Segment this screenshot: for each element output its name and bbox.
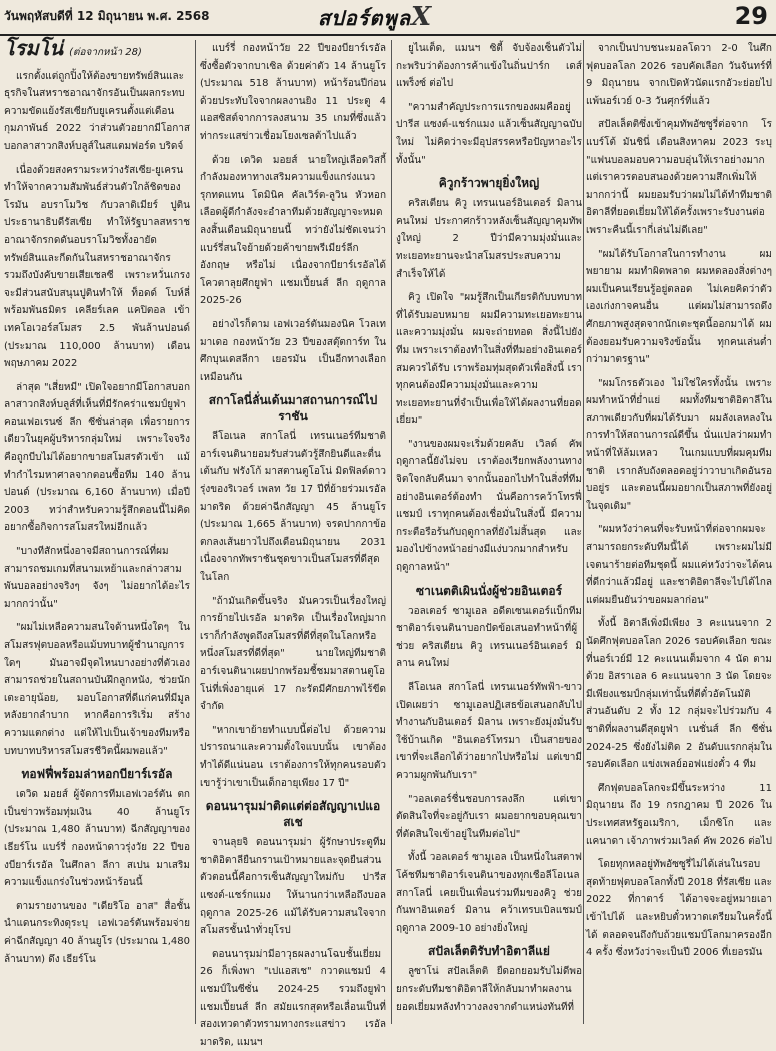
paragraph: "ผมไม่เหลือความสนใจด้านหนึ่งใดๆ ในสโมสรฟุตบอลหรือแม้บทบาทผู้ชำนาญการใดๆ มันอาจมีจุดไหนบางอย่างที่ตัวเองสามารถช่วยในสถานบันฝึกลูกหนัง, ช่วยนักเตะอายุน้อย, มอบโอกาสที่ดีแก่คนที่มีมูลหลังยากลำบาก หากคือการริเริ่ม สร้างความแตกต่าง แต่ให้ไปเป็นเจ้าของทีมหรือบทบาทบริหารสโมสรชีวิตนี้ผมพอแล้ว"	[4, 622, 190, 757]
paragraph: วอลเตอร์ ซามูเอล อดีตเซนเตอร์แบ็กทีมชาติอาร์เจนตินาบอกปัดข้อเสนอทำหน้าที่ผู้ช่วย คริสเตียน คิวู เทรนเนอร์อินเตอร์ มิลาน คนใหม่	[396, 605, 582, 670]
article-headline: สกาโลนี่ลั่นเด้นมาสถานการณ์ไปราชัน	[208, 393, 378, 424]
paragraph: ยูไนเต็ด, แมนฯ ซิตี้ จับจ้องเซ็นตัวไม่กะพริบว่าต้องการค้าแข้งในถิ่นปาร์ก เดส์ แพร็งซ์ ต่อไป	[396, 43, 582, 90]
column-divider	[391, 40, 392, 1024]
paragraph: โดยทุกหลอยู่ทัพอัซซูรี่ไม่ได้เล่นในรอบสุดท้ายฟุตบอลโลกทั้งปี 2018 ที่รัสเซีย และ 2022 ที่กาตาร์ ได้อาจจะอยู่หมายเอาเข้าไปได้ และหยิบตั๋วหวาดเตรียมในครั้งนี้ได้ ตลอดจนถึงกับถ้วยแชมป์โลกมาครองอีก 4 ครั้ง ซึ่งหวังว่าจะเป็นปี 2006 ที่เยอรมัน	[586, 859, 772, 959]
paragraph: "ผมได้รับโอกาสในการทำงาน ผมพยายาม ผมทำผิดพลาด ผมหดลองสิ่งต่างๆ ผมเป็นคนเรียนรู้อยู่ตลอด ไม่เคยคิดว่าตัวเองเก่งกาจคนอื่น แต่ผมไม่สามารถดึงศักยภาพสูงสุดจากนักเตะชุดนี้ออกมาได้ ผมต้องยอมรับความจริงข้อนั้น ทุกคนเล่นต่ำกว่ามาตรฐาน"	[586, 248, 772, 366]
article-headline: สปัลเล็ตติรับทำอิตาลีแย่	[428, 944, 550, 959]
article-column-4	[586, 40, 772, 1024]
kicker-note: (ต่อจากหน้า 28)	[69, 47, 142, 58]
article-column-1	[4, 36, 190, 1024]
paragraph: คริสเตียน คิวู เทรนเนอร์อินเตอร์ มิลาน คนใหม่ ประกาศกร้าวหลังเซ็นสัญญาคุมทัพงูใหญ่ 2 ปีว่ามีความมุ่งมั่นและทะเยอทะยานจะนำสโมสรประสบความสำเร็จให้ได้	[396, 198, 582, 280]
paragraph: "ผมโกรธตัวเอง ไม่ใช่ใครทั้งนั้น เพราะผมทำหน้าที่ย่ำแย่ ผมทั้งทีมชาติอิตาลีในสภาพเดียวกับที่ผมได้รับมา ผมลังเลหลงในการทำให้สถานการณ์ดีขึ้น นั่นแปลว่าผมทำหน้าที่ให้ล้มเหลว ในเกมแบบที่ผมคุมทีมชาติ เรากลับถังตลอดอยู่ว่าวาบาเกิดอันรอบอยู่ร และตอนนี้ผมอยากเป็นสภาพที่ยังอยู่ในจุดเดิม"	[586, 377, 772, 512]
article-headline: ดอนนารุมม่าติดแต่ต่อสัญญาเปแอสเช	[205, 799, 381, 830]
paragraph: ดอนนารุมม่ามีอาวุธผลงานโฉบชั้นเยี่ยม 26 ก็เพิ่งพา "เปแอสเช" กวาดแชมป์ 4 แชมป์ในซีซั่น 2024-25 รวมถึงยูฟ่า แชมเปี้ยนส์ ลีก สมัยแรกสุดหรือเลื่อนเป็นที่สองเทวดาตัวทรามทางกระแสข่าว เรอัล มาดริด, แมนฯ	[200, 948, 386, 1048]
paragraph: "หากเขาย้ายทำแบบนี้ต่อไป ด้วยความปรารถนาและความตั้งใจแบบนั้น เขาต้องทำได้ดีแน่นอน เราต้องการให้ทุกคนรอบตัวเขารู้ว่าเขาเป็นเด็กอายุเพียง 17 ปี"	[200, 724, 386, 789]
paragraph: แรกตั้งแต่ถูกปิ้งให้ต้องขายทรัพย์สินและธุรกิจในสหราชอาณาจักรอันเป็นผลกระทบความขัดแย้งรัสเซียกับยูเครนตั้งแต่เดือนกุมภาพันธ์ 2022 ว่าส่วนตัวอยากมีโอกาสบอกลาสาวกสิงห์บลูส์ในสแตมฟอร์ด บริดจ์	[4, 70, 190, 152]
paragraph: ลูซาโน่ สปัลเล็ตติ ยืดอกยอมรับไม่ดีพอยกระดับทีมชาติอิตาลีให้กลับมาทำผลงานยอดเยี่ยมหลังทำวางลงจากตำแหน่งทันทีที่	[396, 966, 582, 1013]
paragraph: "งานของผมจะเริ่มด้วยคลับ เวิลด์ คัพ ฤดูกาลนี้ยังไม่จบ เราต้องเรียกพลังงานทางจิตใจกลับคืนมา จากนั้นออกไปทำในสิ่งที่ทีมอย่างอินเตอร์ต้องทำ นั่นคือการคว้าโทรฟี่แชมป์ เราทุกคนต้องเชื่อมั่นในสิ่งนี้ มีความกระตือรือร้นกับฤดูกาลที่ยังไม่สิ้นสุด และมองไปข้างหน้าอย่างมีแง่บวกมากสำหรับฤดูกาลหน้า"	[396, 438, 582, 574]
column-divider	[583, 40, 584, 1024]
paragraph: ด้วย เดวิด มอยส์ นายใหญ่เลือดวิสกี้ กำลังมองหาทางเสริมความแข็งแกร่งแนวรุกทดแทน โดมินิค คัลเวิร์ต-ลูวิน หัวหอกเลือดผู้ดีกำลังจะอำลาทีมด้วยสัญญาจะหมดลงสิ้นเดือนมิถุนายนนี้ ทว่ายังไม่ชัดเจนว่าแบร์รี่สนใจย้ายด้วยค้าขายพรีเมียร์ลีกอังกฤษ หรือไม่ เนื่องจากบียาร์เรอัลได้โควตาลุยศึกยูฟ่า แชมเปี้ยนส์ ลีก ฤดูกาล 2025-26	[200, 154, 386, 307]
page-header	[0, 0, 776, 36]
paragraph: "ผมหวังว่าคนที่จะรับหน้าที่ต่อจากผมจะสามารถยกระดับทีมนี้ได้ เพราะผมไม่มีเจตนาร้ายต่อทีมชุดนี้ ผมแค่หวังว่าจะได้คนที่ดีกว่าแล้วมีอยู่ และชาติอิตาลีจะไปได้ไกล แต่ผมยืนยันว่าขอผมลาก่อน"	[586, 524, 772, 606]
paragraph: ทั้งนี้ อิตาลีเพิ่งมีเพียง 3 คะแนนจาก 2 นัดศึกฟุตบอลโลก 2026 รอบคัดเลือก ขณะที่นอร์เวย์มี 12 คะแนนเต็มจาก 4 นัด ตามด้วย อิสราเอล 6 คะแนนจาก 3 นัด โดยจะมีเพียงแชมป์กลุ่มเท่านั้นที่ตีตั๋วอัตโนมัติ ส่วนอันดับ 2 ทั้ง 12 กลุ่มจะไปร่วมกับ 4 ชาติที่ผลงานดีสุดยูฟ่า เนชั่นส์ ลีก ซีซั่น 2024-25 ซึ่งยังไม่ติด 2 อันดับแรกกลุ่มในรอบคัดเลือก แข่งเพลย์ออฟแย่งตั๋ว 4 ทีม	[586, 618, 772, 771]
kicker-title: โรมโน่	[4, 36, 64, 60]
article-headline: ทอฟฟี่พร้อมล่าหอกบียาร์เรอัล	[21, 767, 173, 782]
section-kicker	[4, 36, 190, 62]
paragraph: "บางทีสักหนึ่งอาจมีสถานการณ์ที่ผมสามารถชมเกมที่สนามเหย้าและกล่าวสามพันบอลอย่างจริงๆ จังๆ ไม่อยากได้อะไรมากกว่านั้น"	[4, 546, 190, 610]
paragraph: ลีโอเนล สกาโลนี่ เทรนเนอร์ทัพฟ้า-ขาว เปิดเผยว่า ซามูเอลปฏิเสธข้อเสนอกลับไปทำงานกับอินเตอร์ มิลาน เพราะยังมุ่งมั่นรับใช้บ้านเกิด "อินเตอร์โทรมา เป็นสายของเขาที่จะเลือกได้ว่าอยากไปหรือไม่ แต่เขามีความผูกพันกับเรา"	[396, 682, 582, 781]
paragraph: "วอลเตอร์ชื่นชอบการลงลึก แต่เขาตัดสินใจที่จะอยู่กับเรา ผมอยากขอบคุณเขาที่ตัดสินใจเข้าอยู่ในทีมต่อไป"	[396, 793, 582, 840]
article-headline: ซาเนตติเผินนั่งผู้ช่วยอินเตอร์	[415, 583, 563, 598]
logo-text: สปอร์ตพูล	[317, 6, 411, 30]
paragraph: อย่างไรก็ตาม เอฟเวอร์ตันมองนิค โวลเทมาเดอ กองหน้าวัย 23 ปีของสตุ๊ตการ์ท ในศึกบุนเดสลีกา เยอรมัน เป็นอีกทางเลือกเหมือนกัน	[200, 318, 386, 383]
article-column-2	[200, 40, 386, 1048]
paragraph: คิวู เปิดใจ "ผมรู้สึกเป็นเกียรติกับบทบาทที่ได้รับมอบหมาย ผมมีความทะเยอทะยานและความมุ่งมั่น ผมจะถ่ายทอด สิ่งนี้ไปยังทีม เพราะเราต้องทำในสิ่งที่ทีมอย่างอินเตอร์สมควรได้รับ เราพร้อมทุ่มสุดตัวเพื่อสิ่งนี้ เราทุกคนต้องมีความมุ่งมั่นและความทะเยอทะยานที่จำเป็นเพื่อให้ได้ผลงานที่ยอดเยี่ยม"	[396, 292, 582, 427]
paragraph: ศึกฟุตบอลโลกจะมีขึ้นระหว่าง 11 มิถุนายน ถึง 19 กรกฎาคม ปี 2026 ในประเทศสหรัฐอเมริกา, เม็กซิโก และแคนาดา เจ้าภาพร่วมเวิลด์ คัพ 2026 ต่อไป	[586, 782, 772, 847]
page-number: 29	[734, 2, 768, 30]
paragraph: เดวิด มอยส์ ผู้จัดการทีมเอฟเวอร์ตัน ตกเป็นข่าวพร้อมทุ่มเงิน 40 ล้านยูโร (ประมาณ 1,480 ล้านบาท) ฉีกสัญญาของ เธียร์โน แบร์รี่ กองหน้าดาวรุ่งวัย 22 ปีของบียาร์เรอัล ในศึกลา ลีกา สเปน มาเสริมความแข็งแกร่งในช่วงหน้าร้อนนี้	[4, 789, 190, 889]
paragraph: "ถ้ามันเกิดขึ้นจริง มันควรเป็นเรื่องใหญ่ การย้ายไปเรอัล มาดริด เป็นเรื่องใหญ่มาก เราก็กำลังพูดถึงสโมสรที่ดีที่สุดในโลกหรือหนึ่งสโมสรที่ดีที่สุด" นายใหญ่ทีมชาติอาร์เจนตินาเผยปากพร้อมชี้ชมมาสตานตูโอโน่ที่เพิ่งอายุแค่ 17 กะรัตมีศักยภาพไร้ขีดจำกัด	[200, 595, 386, 713]
paragraph: "ความสำคัญประการแรกของผมคืออยู่ ปารีส แซงต์-แชร์กแมง แล้วเซ็นสัญญาฉบับใหม่ ไม่คิดว่าจะมีอุปสรรคหรือปัญหาอะไรทั้งนั้น"	[396, 101, 582, 166]
logo-x: X	[410, 2, 433, 32]
paragraph: จากเป็นปาบชนะมอลโดวา 2-0 ในศึกฟุตบอลโลก 2026 รอบคัดเลือก วันจันทร์ที่ 9 มิถุนายน จากเปิดหัวนัดแรกอัวะย่อยไปแพ้นอร์เวย์ 0-3 วันศุกร์ที่แล้ว	[586, 43, 772, 107]
paragraph: ตามรายงานของ "เดียริโอ อาส" สื่อชั้นนำแดนกระทิงดุระบุ เอฟเวอร์ตันพร้อมจ่ายค่าฉีกสัญญา 40 ล้านยูโร (ประมาณ 1,480 ล้านบาท) ดึง เธียร์โน	[4, 900, 190, 965]
publication-logo	[300, 2, 450, 30]
paragraph: ล่าสุด "เสี่ยหมี" เปิดใจอยากมีโอกาสบอกลาสาวกสิงห์บลูส์ที่เห็นที่มีรักคร่าแชมป์ยูฟ่า คอนเฟอเรนซ์ ลีก ซีซั่นล่าสุด เพื่อรายการเดียวในยุคผู้บริหารกลุ่มใหม่ เพราะใจจริงคือถูกบีบไม่ได้อยากขายสโมสรตัวเข้า แม้ทำกำไรมหาศาลจากตอนซื้อทีม 140 ล้านปอนด์ (ประมาณ 6,160 ล้านบาท) เมื่อปี 2003 ทว่าสำหรับความรู้สึกตอนนี้ไม่คิดอยากซื้อกิจการสโมสรใหม่อีกแล้ว	[4, 381, 190, 534]
paragraph: ลีโอเนล สกาโลนี่ เทรนเนอร์ทีมชาติอาร์เจนตินายอมรับส่วนตัวรู้สึกยินดีและตื่นเต้นกับ ฟรังโก้ มาสตานตูโอโน่ มิดฟิลด์ดาวรุ่งของริเวอร์ เพลท วัย 17 ปีที่ย้ายร่วมเรอัล มาดริด ด้วยค่าฉีกสัญญา 45 ล้านยูโร (ประมาณ 1,665 ล้านบาท) จรดปากกาข้อตกลงเส้นยาวไปถึงเดือนมิถุนายน 2031 เนื่องจากทัพราชันชุดขาวเป็นสโมสรที่ดีสุดในโลก	[200, 431, 386, 584]
paragraph: จานลุยจิ ดอนนารุมม่า ผู้รักษาประตูทีมชาติอิตาลียืนกรานเป้าหมายและจุดยืนส่วนตัวตอนนี้คือการเซ็นสัญญาใหม่กับ ปารีส แซงต์-แชร์กแมง ให้นานกว่าเหลือถึงบอลฤดูกาล 2025-26 แม้ได้รับความสนใจจากสโมสรชั้นนำทั่วยุโรป	[200, 837, 386, 937]
paragraph: ทั้งนี้ วอลเตอร์ ซามูเอล เป็นหนึ่งในสตาฟโค้ชทีมชาติอาร์เจนตินาของทุกเชือลีโอเนล สกาโลนี่ เคยเป็นเพื่อนร่วมทีมของคิวู ช่วยกันพาอินเตอร์ มิลาน คว้าเทรบเบิลแชมป์ฤดูกาล 2009-10 อย่างยิ่งใหญ่	[396, 852, 582, 934]
article-column-3	[396, 40, 582, 1024]
paragraph: เนื่องด้วยสงครามระหว่างรัสเซีย-ยูเครน ทำให้จากความสัมพันธ์ส่วนตัวใกล้ชิดของ โรมัน อบราโมวิช กับวลาดิเมียร์ ปูติน ประธานาธิบดีรัสเซีย ทำให้รัฐบาลสหราชอาณาจักรกดดันอบราโมวิชทั้งอายัดทรัพย์สินและกีดกันในสหราชอาณาจักร รวมถึงบังคับขายเสียเชลซี เพราะหวั่นเกรงจะมีส่วนสนับสนุนปูตินทำให้ ท็อดด์ โบห์ลี่ พร้อมพันธมิตร เคลียร์เลค แคปิตอล เข้าเทคโอเวอร์สโมสร 2.5 พันล้านปอนด์ (ประมาณ 110,000 ล้านบาท) เดือนพฤษภาคม 2022	[4, 164, 190, 370]
article-headline: คิวูกร้าวพายุยิ่งใหญ่	[438, 176, 540, 191]
issue-date: วันพฤหัสบดีที่ 12 มิถุนายน พ.ศ. 2568	[4, 9, 210, 23]
paragraph: แบร์รี่ กองหน้าวัย 22 ปีของบียาร์เรอัล ซึ่งซื้อตัวจากบาเซิล ด้วยค่าตัว 14 ล้านยูโร (ประมาณ 518 ล้านบาท) หน้าร้อนปีก่อน ด้วยประทับใจจากผลงานยิง 11 ประตู 4 แอสซิสต์จากการลงสนาม 35 เกมที่ซึ่งแล้วท่ากระแสข่าวเชื่อมโยงเซลต้าไปแล้ว	[200, 43, 386, 142]
paragraph: สปัลเล็ตติซึ่งเข้าคุมทัพอัซซูรี่ต่อจาก โรแบร์โต้ มันชินี่ เดือนสิงหาคม 2023 ระบุ "แฟนบอลมอบความอบอุ่นให้เราอย่างมาก แต่เราควรตอบสนองด้วยความสึกเพิ่มให้มากกว่านี้ ผมยอมรับว่าผมไม่ได้ทำทีมชาติอิตาลีที่ยอดเยี่ยมให้ได้ครั้งเพราะรับงานต่อเพราะคืนนี้เรากี่เล่นไม่ดีเลย"	[586, 119, 772, 236]
column-divider	[195, 40, 196, 1024]
